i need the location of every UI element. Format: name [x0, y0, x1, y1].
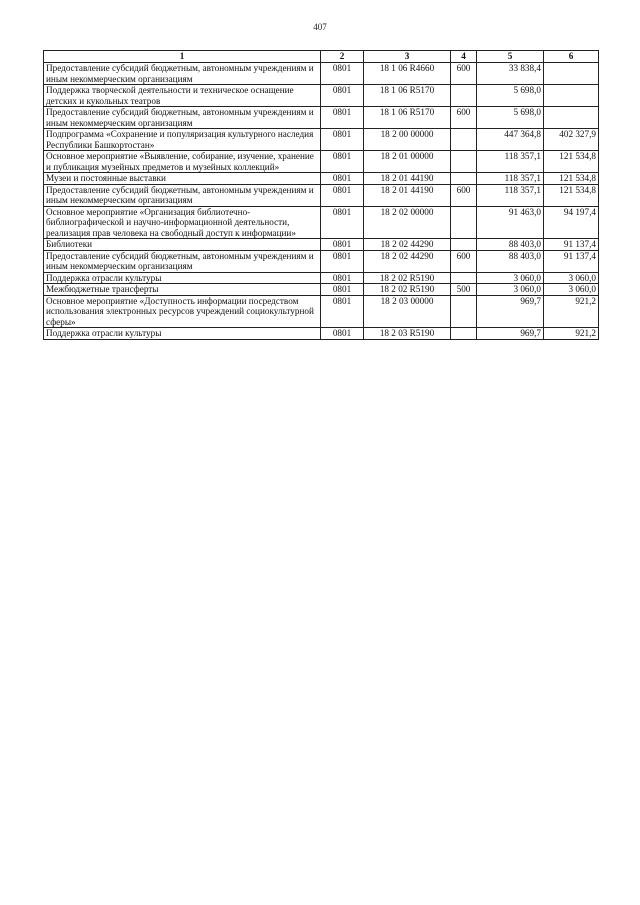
row-section: 0801	[321, 151, 364, 173]
header-col-2: 2	[321, 51, 364, 63]
row-amount-1: 88 403,0	[477, 239, 544, 251]
row-expense-type: 600	[451, 250, 477, 272]
row-name: Музеи и постоянные выставки	[44, 173, 321, 185]
row-target-code: 18 2 01 44190	[364, 173, 451, 185]
row-amount-2: 3 060,0	[544, 284, 599, 296]
row-section: 0801	[321, 85, 364, 107]
row-amount-2: 94 197,4	[544, 206, 599, 239]
row-target-code: 18 2 01 44190	[364, 184, 451, 206]
table-row	[44, 173, 599, 185]
table-row	[44, 239, 599, 251]
row-amount-2: 921,2	[544, 295, 599, 328]
row-amount-1: 969,7	[477, 328, 544, 340]
row-section: 0801	[321, 284, 364, 296]
row-section: 0801	[321, 129, 364, 151]
row-expense-type	[451, 239, 477, 251]
row-name: Предоставление субсидий бюджетным, автономным учреждениям и иным некоммерческим организациям	[44, 63, 321, 85]
row-amount-2: 921,2	[544, 328, 599, 340]
row-expense-type	[451, 173, 477, 185]
row-target-code: 18 2 02 44290	[364, 239, 451, 251]
table-row	[44, 129, 599, 151]
row-expense-type	[451, 206, 477, 239]
table-row	[44, 184, 599, 206]
budget-table	[43, 50, 599, 340]
row-target-code: 18 2 01 00000	[364, 151, 451, 173]
row-amount-2: 3 060,0	[544, 272, 599, 284]
table-row	[44, 206, 599, 239]
row-amount-2: 121 534,8	[544, 151, 599, 173]
header-col-4: 4	[451, 51, 477, 63]
row-name: Предоставление субсидий бюджетным, автономным учреждениям и иным некоммерческим организациям	[44, 250, 321, 272]
header-col-5: 5	[477, 51, 544, 63]
row-target-code: 18 2 02 R5190	[364, 272, 451, 284]
page-number: 407	[313, 22, 327, 32]
table-row	[44, 107, 599, 129]
row-amount-2	[544, 63, 599, 85]
row-name: Основное мероприятие «Доступность информации посредством использования электронных ресурсов учреждений социокультурной сферы»	[44, 295, 321, 328]
row-amount-1: 118 357,1	[477, 184, 544, 206]
table-row	[44, 295, 599, 328]
row-amount-2: 91 137,4	[544, 250, 599, 272]
row-section: 0801	[321, 184, 364, 206]
row-target-code: 18 1 06 R5170	[364, 107, 451, 129]
row-target-code: 18 1 06 R4660	[364, 63, 451, 85]
header-col-1: 1	[44, 51, 321, 63]
row-amount-1: 91 463,0	[477, 206, 544, 239]
row-section: 0801	[321, 250, 364, 272]
header-row	[44, 51, 599, 63]
row-target-code: 18 2 02 00000	[364, 206, 451, 239]
row-amount-1: 118 357,1	[477, 151, 544, 173]
header-col-3: 3	[364, 51, 451, 63]
row-section: 0801	[321, 173, 364, 185]
row-section: 0801	[321, 239, 364, 251]
row-expense-type	[451, 85, 477, 107]
row-expense-type: 600	[451, 184, 477, 206]
row-expense-type	[451, 151, 477, 173]
row-name: Межбюджетные трансферты	[44, 284, 321, 296]
row-expense-type: 600	[451, 107, 477, 129]
header-col-6: 6	[544, 51, 599, 63]
row-expense-type	[451, 272, 477, 284]
row-target-code: 18 2 02 44290	[364, 250, 451, 272]
table-row	[44, 272, 599, 284]
row-name: Основное мероприятие «Организация библиотечно-библиографической и научно-информационной деятельности, реализация прав человека на свободный доступ к информации»	[44, 206, 321, 239]
table-row	[44, 63, 599, 85]
table-row	[44, 328, 599, 340]
row-section: 0801	[321, 107, 364, 129]
row-amount-2	[544, 85, 599, 107]
row-amount-1: 447 364,8	[477, 129, 544, 151]
row-amount-2: 121 534,8	[544, 184, 599, 206]
row-amount-1: 33 838,4	[477, 63, 544, 85]
table-row	[44, 250, 599, 272]
row-target-code: 18 2 03 R5190	[364, 328, 451, 340]
row-target-code: 18 1 06 R5170	[364, 85, 451, 107]
row-expense-type	[451, 295, 477, 328]
row-amount-1: 5 698,0	[477, 107, 544, 129]
row-name: Основное мероприятие «Выявление, собирание, изучение, хранение и публикация музейных предметов и музейных коллекций»	[44, 151, 321, 173]
row-expense-type	[451, 129, 477, 151]
row-amount-1: 969,7	[477, 295, 544, 328]
row-name: Поддержка отрасли культуры	[44, 272, 321, 284]
row-expense-type	[451, 328, 477, 340]
table-header	[44, 51, 599, 63]
row-section: 0801	[321, 328, 364, 340]
row-name: Подпрограмма «Сохранение и популяризация культурного наследия Республики Башкортостан»	[44, 129, 321, 151]
row-section: 0801	[321, 63, 364, 85]
row-target-code: 18 2 03 00000	[364, 295, 451, 328]
table-row	[44, 284, 599, 296]
row-amount-1: 3 060,0	[477, 284, 544, 296]
row-amount-2: 121 534,8	[544, 173, 599, 185]
row-section: 0801	[321, 206, 364, 239]
row-section: 0801	[321, 295, 364, 328]
row-amount-2: 402 327,9	[544, 129, 599, 151]
row-amount-1: 3 060,0	[477, 272, 544, 284]
row-target-code: 18 2 02 R5190	[364, 284, 451, 296]
table-row	[44, 151, 599, 173]
row-name: Предоставление субсидий бюджетным, автономным учреждениям и иным некоммерческим организациям	[44, 107, 321, 129]
row-expense-type: 500	[451, 284, 477, 296]
row-target-code: 18 2 00 00000	[364, 129, 451, 151]
row-amount-2: 91 137,4	[544, 239, 599, 251]
row-amount-1: 5 698,0	[477, 85, 544, 107]
row-expense-type: 600	[451, 63, 477, 85]
row-amount-1: 118 357,1	[477, 173, 544, 185]
row-name: Библиотеки	[44, 239, 321, 251]
table-row	[44, 85, 599, 107]
table-body	[44, 63, 599, 340]
row-amount-2	[544, 107, 599, 129]
row-name: Поддержка творческой деятельности и техническое оснащение детских и кукольных театров	[44, 85, 321, 107]
row-name: Предоставление субсидий бюджетным, автономным учреждениям и иным некоммерческим организациям	[44, 184, 321, 206]
row-amount-1: 88 403,0	[477, 250, 544, 272]
row-name: Поддержка отрасли культуры	[44, 328, 321, 340]
row-section: 0801	[321, 272, 364, 284]
